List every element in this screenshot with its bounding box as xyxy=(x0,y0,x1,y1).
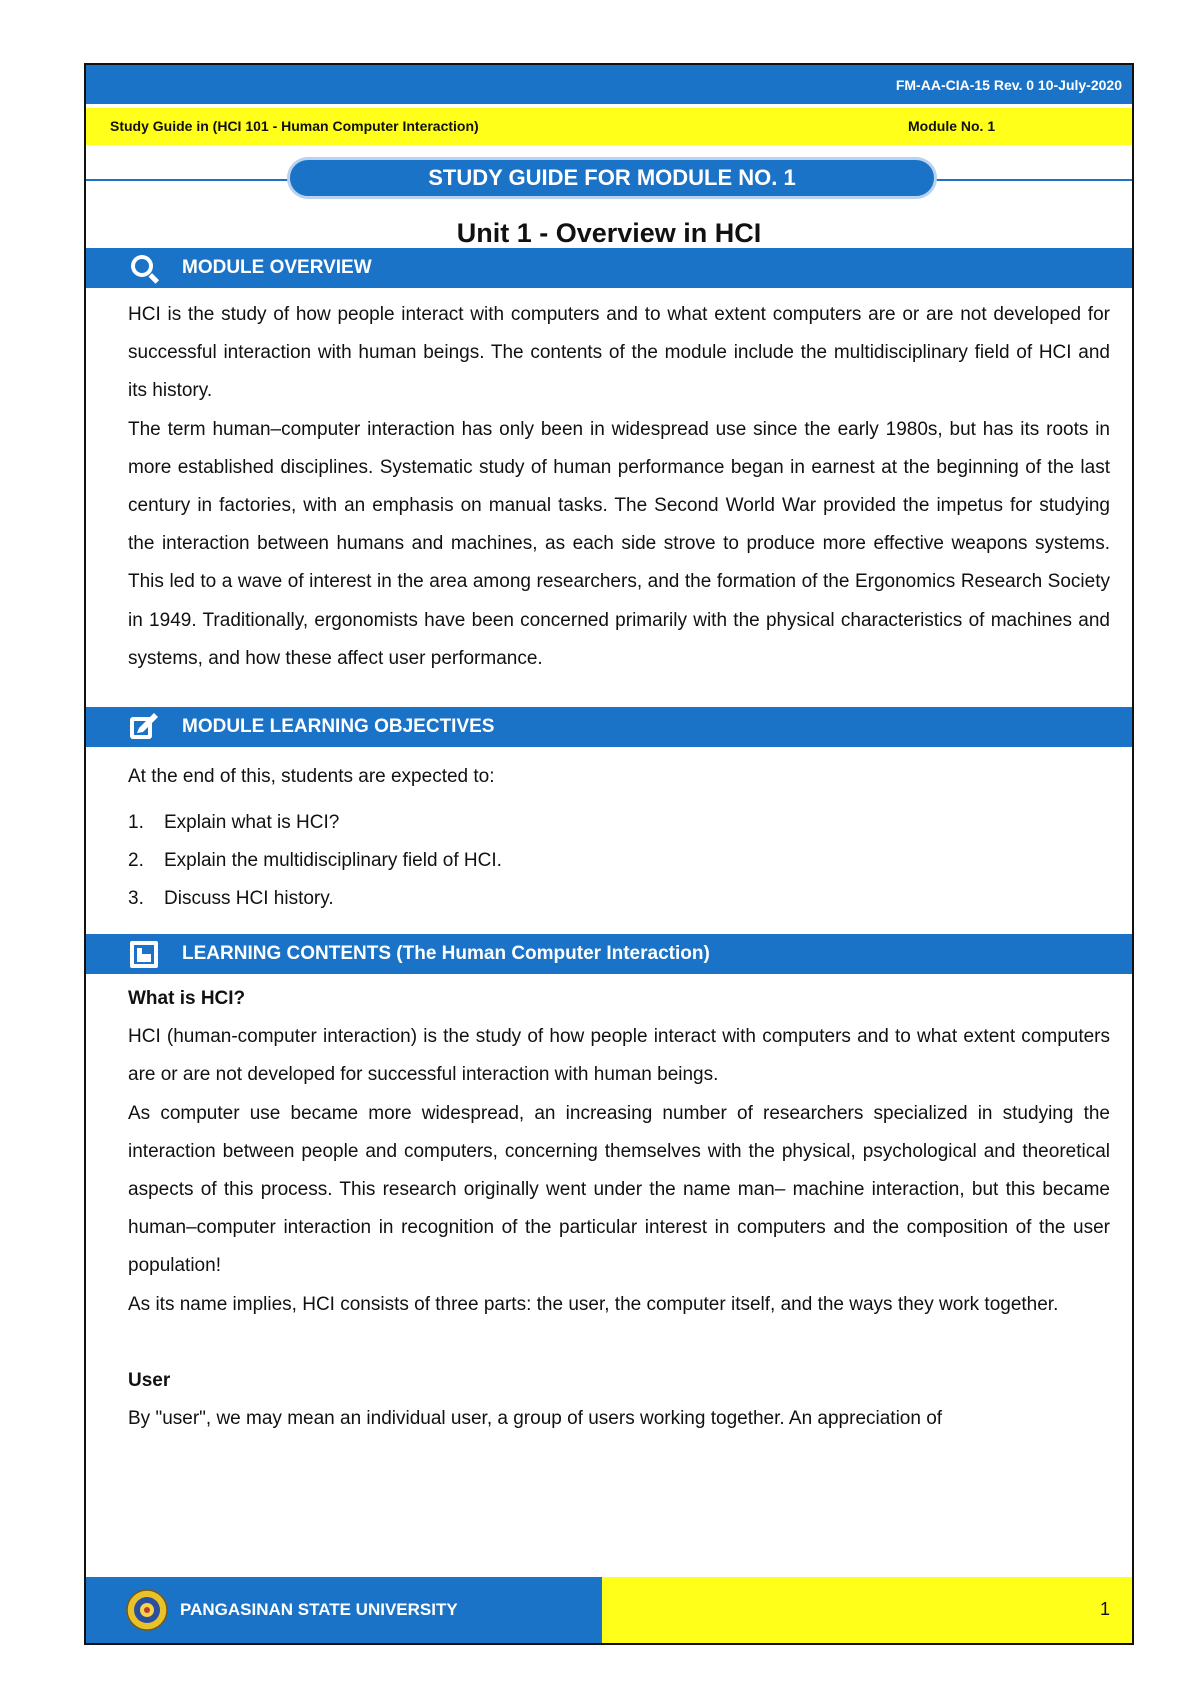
section-label-main: LEARNING CONTENTS xyxy=(182,943,391,964)
footer-page-bar xyxy=(602,1577,1132,1643)
course-title: Study Guide in (HCI 101 - Human Computer Interaction) xyxy=(110,118,479,134)
section-label-sub: (The Human Computer Interaction) xyxy=(396,943,710,964)
list-item-number: 1. xyxy=(128,812,144,833)
list-item xyxy=(128,842,1110,880)
objectives-intro: At the end of this, students are expected to: xyxy=(128,766,495,787)
content-paragraph: By "user", we may mean an individual user, a group of users working together. An appreciation of xyxy=(128,1408,943,1430)
list-item-number: 2. xyxy=(128,850,144,871)
page-number: 1 xyxy=(1099,1599,1110,1619)
content-paragraph: HCI (human-computer interaction) is the study of how people interact with computers and to what extent computers are or are not developed for successful interaction with human beings. xyxy=(128,1026,1110,1086)
list-item xyxy=(128,880,1110,918)
magnifier-icon xyxy=(128,252,160,284)
content-paragraph: As computer use became more widespread, an increasing number of researchers specialized in studying the interaction between people and computers, concerning themselves with the physical, psychological and theoretical aspects of this process. This research originally went under the name man– machine interaction, but this became human–computer interaction in recognition of the particular interest in computers and the composition of the user population! xyxy=(128,1102,1110,1277)
study-guide-title: STUDY GUIDE FOR MODULE NO. 1 xyxy=(287,157,937,199)
overview-paragraph: HCI is the study of how people interact with computers and to what extent computers are or are not developed for successful interaction with human beings. The contents of the module include the multidisciplinary field of HCI and its history. xyxy=(128,304,1110,402)
section-learning-contents xyxy=(86,934,1132,974)
document-icon xyxy=(128,938,160,970)
footer-university-bar xyxy=(86,1577,602,1643)
module-number: Module No. 1 xyxy=(908,118,996,134)
content-heading: User xyxy=(128,1369,171,1391)
list-item-text: Explain the multidisciplinary field of HCI. xyxy=(164,850,502,871)
section-label: MODULE OVERVIEW xyxy=(182,257,372,278)
section-label xyxy=(182,943,710,965)
university-name: PANGASINAN STATE UNIVERSITY xyxy=(180,1600,458,1619)
university-seal-icon xyxy=(126,1589,168,1631)
list-item-number: 3. xyxy=(128,888,144,909)
section-label: MODULE LEARNING OBJECTIVES xyxy=(182,716,495,737)
course-bar xyxy=(86,108,1132,145)
section-module-overview xyxy=(86,248,1132,288)
content-paragraph: As its name implies, HCI consists of three parts: the user, the computer itself, and the ways they work together. xyxy=(128,1293,1059,1315)
overview-paragraph: The term human–computer interaction has only been in widespread use since the early 1980s, but has its roots in more established disciplines. Systematic study of human performance began in earnest at the beginning of the last century in factories, with an emphasis on manual tasks. The Second World War provided the impetus for studying the interaction between humans and machines, as each side strove to produce more effective weapons systems. This led to a wave of interest in the area among researchers, and the formation of the Ergonomics Research Society in 1949. Traditionally, ergonomists have been concerned primarily with the physical characteristics of machines and systems, and how these affect user performance. xyxy=(128,418,1110,669)
list-item xyxy=(128,804,1110,842)
form-code: FM-AA-CIA-15 Rev. 0 10-July-2020 xyxy=(895,76,1122,93)
content-heading: What is HCI? xyxy=(128,988,246,1009)
overview-text xyxy=(128,296,1110,678)
header-bar xyxy=(86,65,1132,104)
objectives-list xyxy=(128,758,1110,918)
contents-text xyxy=(128,980,1110,1438)
unit-title: Unit 1 - Overview in HCI xyxy=(456,218,762,248)
list-item-text: Explain what is HCI? xyxy=(164,812,340,833)
pencil-edit-icon xyxy=(128,711,160,743)
section-learning-objectives xyxy=(86,707,1132,747)
list-item-text: Discuss HCI history. xyxy=(164,888,334,909)
spacer xyxy=(128,1324,1110,1362)
